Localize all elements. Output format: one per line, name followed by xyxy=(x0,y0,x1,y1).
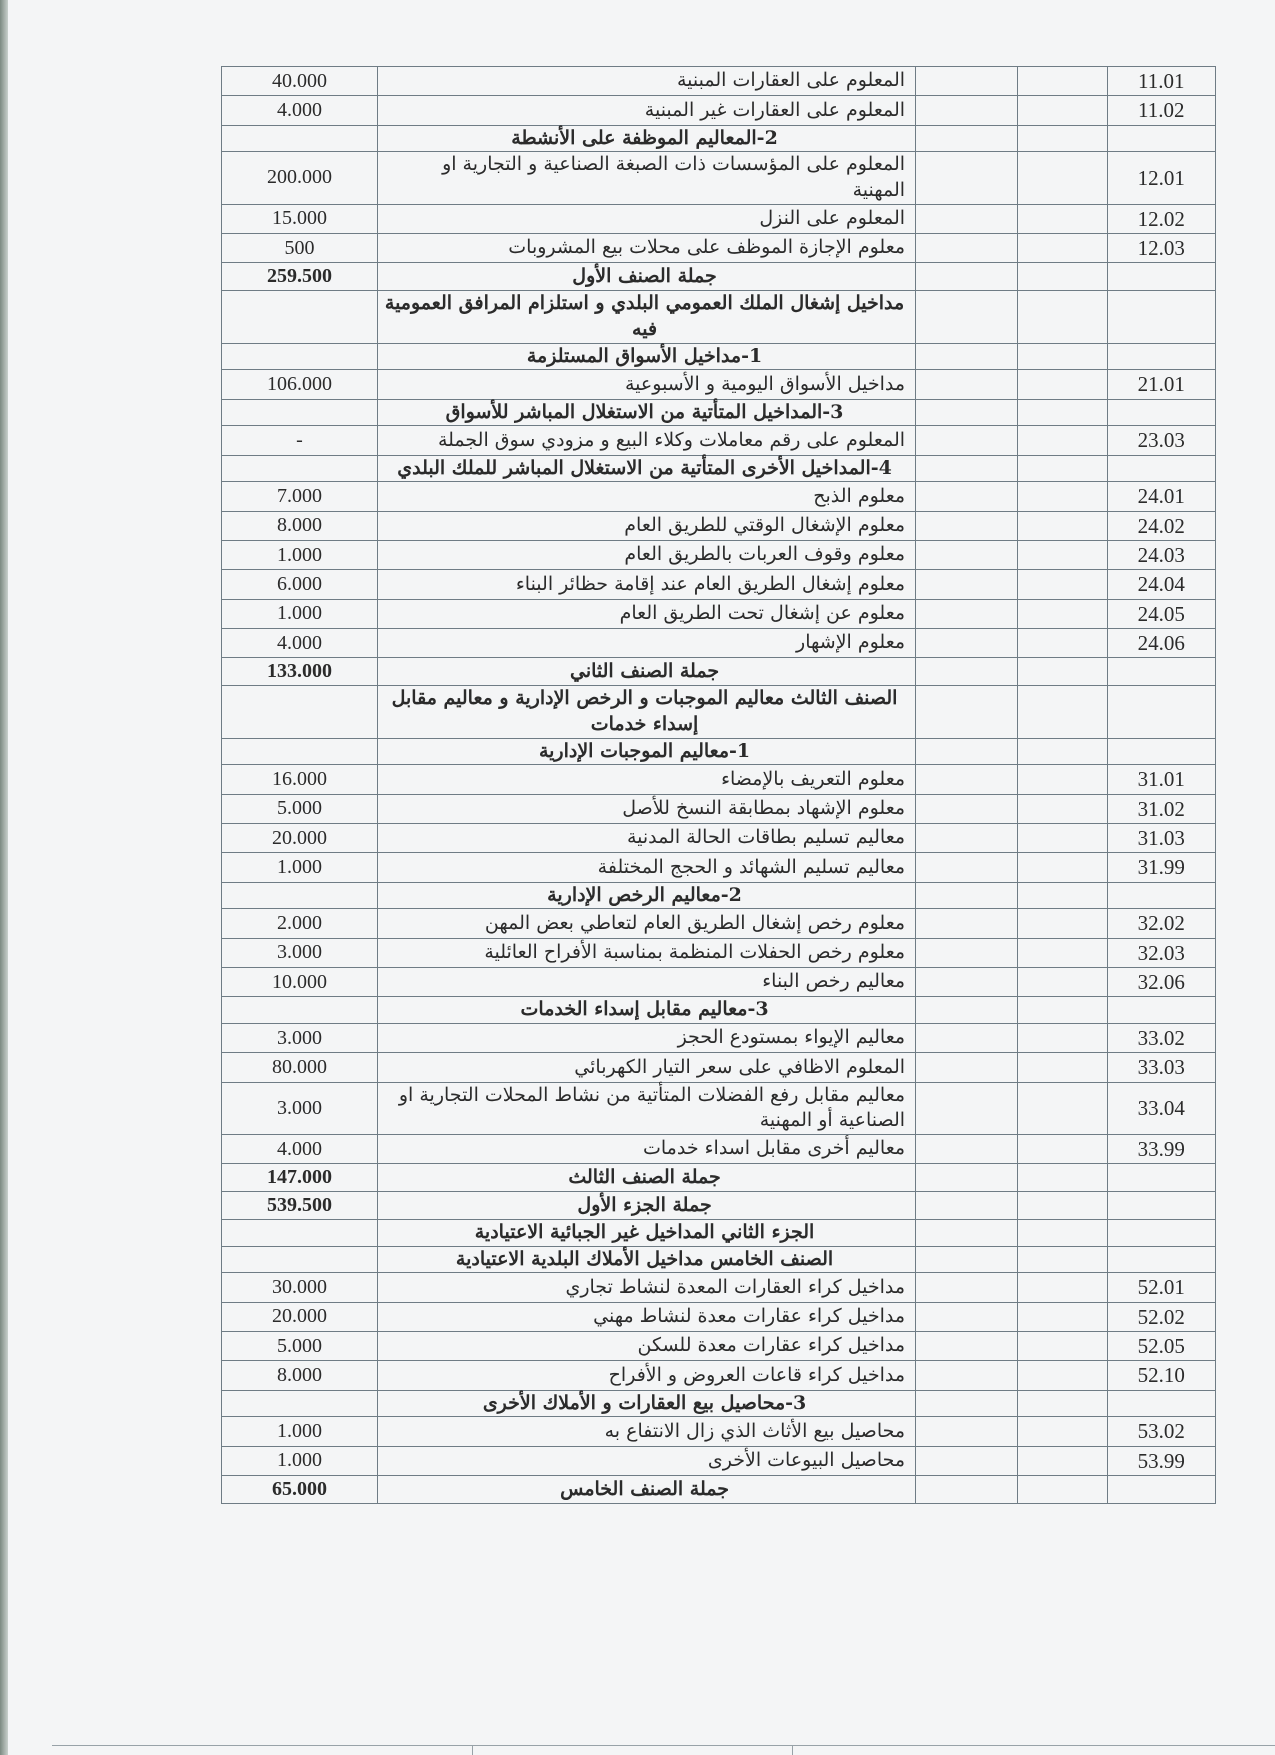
amount-cell: 65.000 xyxy=(222,1476,378,1504)
budget-table-body xyxy=(222,67,1216,1504)
label-cell: محاصيل بيع الأثاث الذي زال الانتفاع به xyxy=(378,1417,916,1446)
empty-cell xyxy=(1018,628,1107,657)
empty-cell xyxy=(916,658,1018,686)
code-cell xyxy=(1107,125,1215,152)
label-cell: محاصيل البيوعات الأخرى xyxy=(378,1446,916,1475)
table-heading-row xyxy=(222,291,1216,343)
label-cell: جملة الصنف الثاني xyxy=(378,658,916,686)
code-cell: 31.02 xyxy=(1107,794,1215,823)
table-row xyxy=(222,938,1216,967)
amount-cell: 40.000 xyxy=(222,67,378,96)
table-row xyxy=(222,794,1216,823)
empty-cell xyxy=(916,1302,1018,1331)
amount-cell xyxy=(222,882,378,909)
empty-cell xyxy=(1018,152,1107,204)
empty-cell xyxy=(1018,1192,1107,1220)
code-cell: 24.02 xyxy=(1107,511,1215,540)
empty-cell xyxy=(1018,399,1107,426)
amount-cell: 1.000 xyxy=(222,853,378,882)
amount-cell: 200.000 xyxy=(222,152,378,204)
empty-cell xyxy=(1018,1164,1107,1192)
empty-cell xyxy=(1018,823,1107,852)
table-row xyxy=(222,482,1216,511)
empty-cell xyxy=(916,882,1018,909)
code-cell xyxy=(1107,455,1215,482)
empty-cell xyxy=(916,125,1018,152)
table-row xyxy=(222,1023,1216,1052)
empty-cell xyxy=(916,96,1018,125)
empty-cell xyxy=(1018,686,1107,738)
empty-cell xyxy=(1018,263,1107,291)
amount-cell: 2.000 xyxy=(222,909,378,938)
label-cell: 1-معاليم الموجبات الإدارية xyxy=(378,738,916,765)
amount-cell xyxy=(222,1390,378,1417)
amount-cell: - xyxy=(222,426,378,455)
label-cell: مداخيل الأسواق اليومية و الأسبوعية xyxy=(378,370,916,399)
empty-cell xyxy=(916,1053,1018,1082)
table-heading-row xyxy=(222,1192,1216,1220)
empty-cell xyxy=(916,1446,1018,1475)
next-page-divider xyxy=(792,1745,793,1755)
code-cell: 12.01 xyxy=(1107,152,1215,204)
code-cell: 33.02 xyxy=(1107,1023,1215,1052)
empty-cell xyxy=(916,1220,1018,1247)
code-cell xyxy=(1107,1220,1215,1247)
table-row xyxy=(222,1446,1216,1475)
code-cell: 33.99 xyxy=(1107,1134,1215,1163)
code-cell xyxy=(1107,1246,1215,1273)
code-cell: 23.03 xyxy=(1107,426,1215,455)
amount-cell: 80.000 xyxy=(222,1053,378,1082)
label-cell: معلوم التعريف بالإمضاء xyxy=(378,765,916,794)
table-heading-row xyxy=(222,658,1216,686)
table-row xyxy=(222,853,1216,882)
label-cell: المعلوم على العقارات المبنية xyxy=(378,67,916,96)
empty-cell xyxy=(1018,1273,1107,1302)
empty-cell xyxy=(916,1023,1018,1052)
amount-cell: 16.000 xyxy=(222,765,378,794)
label-cell: جملة الصنف الثالث xyxy=(378,1164,916,1192)
amount-cell: 539.500 xyxy=(222,1192,378,1220)
label-cell: معاليم تسليم بطاقات الحالة المدنية xyxy=(378,823,916,852)
empty-cell xyxy=(916,938,1018,967)
table-row xyxy=(222,765,1216,794)
code-cell: 31.03 xyxy=(1107,823,1215,852)
empty-cell xyxy=(916,628,1018,657)
label-cell: معلوم الإشغال الوقتي للطريق العام xyxy=(378,511,916,540)
scan-edge-shadow xyxy=(0,0,8,1755)
empty-cell xyxy=(1018,1246,1107,1273)
empty-cell xyxy=(916,738,1018,765)
label-cell: مداخيل كراء قاعات العروض و الأفراح xyxy=(378,1361,916,1390)
amount-cell: 20.000 xyxy=(222,1302,378,1331)
code-cell xyxy=(1107,1390,1215,1417)
label-cell: 3-المداخيل المتأتية من الاستغلال المباشر للأسواق xyxy=(378,399,916,426)
amount-cell: 7.000 xyxy=(222,482,378,511)
code-cell: 12.03 xyxy=(1107,233,1215,262)
code-cell xyxy=(1107,658,1215,686)
label-cell: 3-معاليم مقابل إسداء الخدمات xyxy=(378,997,916,1024)
amount-cell xyxy=(222,738,378,765)
label-cell: مداخيل كراء عقارات معدة للسكن xyxy=(378,1332,916,1361)
empty-cell xyxy=(916,967,1018,996)
empty-cell xyxy=(1018,882,1107,909)
empty-cell xyxy=(1018,233,1107,262)
empty-cell xyxy=(1018,765,1107,794)
label-cell: مداخيل إشغال الملك العمومي البلدي و استلزام المرافق العمومية فيه xyxy=(378,291,916,343)
empty-cell xyxy=(1018,1053,1107,1082)
empty-cell xyxy=(916,399,1018,426)
code-cell: 33.04 xyxy=(1107,1082,1215,1134)
table-heading-row xyxy=(222,399,1216,426)
label-cell: 1-مداخيل الأسواق المستلزمة xyxy=(378,343,916,370)
table-heading-row xyxy=(222,738,1216,765)
empty-cell xyxy=(916,1476,1018,1504)
empty-cell xyxy=(916,1390,1018,1417)
label-cell: معلوم وقوف العربات بالطريق العام xyxy=(378,540,916,569)
amount-cell: 6.000 xyxy=(222,570,378,599)
empty-cell xyxy=(1018,540,1107,569)
label-cell: المعلوم على العقارات غير المبنية xyxy=(378,96,916,125)
empty-cell xyxy=(1018,1446,1107,1475)
label-cell: معاليم رخص البناء xyxy=(378,967,916,996)
empty-cell xyxy=(916,765,1018,794)
amount-cell: 500 xyxy=(222,233,378,262)
code-cell xyxy=(1107,399,1215,426)
code-cell xyxy=(1107,882,1215,909)
amount-cell: 1.000 xyxy=(222,540,378,569)
empty-cell xyxy=(916,909,1018,938)
table-heading-row xyxy=(222,455,1216,482)
table-row xyxy=(222,1053,1216,1082)
label-cell: معاليم تسليم الشهائد و الحجج المختلفة xyxy=(378,853,916,882)
code-cell: 12.02 xyxy=(1107,204,1215,233)
table-row xyxy=(222,511,1216,540)
table-row xyxy=(222,370,1216,399)
empty-cell xyxy=(1018,455,1107,482)
label-cell: المعلوم على المؤسسات ذات الصبغة الصناعية و التجارية او المهنية xyxy=(378,152,916,204)
code-cell: 53.02 xyxy=(1107,1417,1215,1446)
empty-cell xyxy=(916,997,1018,1024)
amount-cell: 8.000 xyxy=(222,1361,378,1390)
label-cell: جملة الجزء الأول xyxy=(378,1192,916,1220)
amount-cell: 3.000 xyxy=(222,1023,378,1052)
amount-cell: 20.000 xyxy=(222,823,378,852)
table-row xyxy=(222,1134,1216,1163)
empty-cell xyxy=(1018,599,1107,628)
empty-cell xyxy=(1018,1302,1107,1331)
code-cell: 32.06 xyxy=(1107,967,1215,996)
empty-cell xyxy=(1018,1361,1107,1390)
code-cell: 33.03 xyxy=(1107,1053,1215,1082)
amount-cell: 1.000 xyxy=(222,1446,378,1475)
empty-cell xyxy=(916,233,1018,262)
amount-cell xyxy=(222,1246,378,1273)
label-cell: 2-معاليم الرخص الإدارية xyxy=(378,882,916,909)
table-row xyxy=(222,204,1216,233)
empty-cell xyxy=(1018,1390,1107,1417)
code-cell: 32.03 xyxy=(1107,938,1215,967)
table-row xyxy=(222,426,1216,455)
code-cell: 31.99 xyxy=(1107,853,1215,882)
empty-cell xyxy=(916,1361,1018,1390)
code-cell xyxy=(1107,738,1215,765)
code-cell xyxy=(1107,343,1215,370)
code-cell: 53.99 xyxy=(1107,1446,1215,1475)
empty-cell xyxy=(1018,426,1107,455)
table-heading-row xyxy=(222,343,1216,370)
table-row xyxy=(222,967,1216,996)
amount-cell xyxy=(222,686,378,738)
amount-cell: 5.000 xyxy=(222,794,378,823)
code-cell xyxy=(1107,1476,1215,1504)
table-row xyxy=(222,152,1216,204)
empty-cell xyxy=(916,370,1018,399)
amount-cell: 1.000 xyxy=(222,599,378,628)
label-cell: جملة الصنف الخامس xyxy=(378,1476,916,1504)
label-cell: الصنف الثالث معاليم الموجبات و الرخص الإدارية و معاليم مقابل إسداء خدمات xyxy=(378,686,916,738)
code-cell xyxy=(1107,686,1215,738)
table-heading-row xyxy=(222,1220,1216,1247)
label-cell: معلوم الإشهار xyxy=(378,628,916,657)
empty-cell xyxy=(916,686,1018,738)
amount-cell xyxy=(222,455,378,482)
label-cell: المعلوم على رقم معاملات وكلاء البيع و مزودي سوق الجملة xyxy=(378,426,916,455)
code-cell: 11.02 xyxy=(1107,96,1215,125)
empty-cell xyxy=(916,1417,1018,1446)
label-cell: معاليم أخرى مقابل اسداء خدمات xyxy=(378,1134,916,1163)
label-cell: جملة الصنف الأول xyxy=(378,263,916,291)
label-cell: المعلوم على النزل xyxy=(378,204,916,233)
empty-cell xyxy=(916,1192,1018,1220)
empty-cell xyxy=(1018,1082,1107,1134)
empty-cell xyxy=(1018,938,1107,967)
table-row xyxy=(222,1361,1216,1390)
label-cell: 4-المداخيل الأخرى المتأتية من الاستغلال المباشر للملك البلدي xyxy=(378,455,916,482)
code-cell: 24.03 xyxy=(1107,540,1215,569)
empty-cell xyxy=(1018,482,1107,511)
empty-cell xyxy=(916,823,1018,852)
amount-cell: 4.000 xyxy=(222,628,378,657)
table-row xyxy=(222,1273,1216,1302)
amount-cell: 3.000 xyxy=(222,938,378,967)
empty-cell xyxy=(1018,909,1107,938)
amount-cell: 259.500 xyxy=(222,263,378,291)
empty-cell xyxy=(916,853,1018,882)
empty-cell xyxy=(916,152,1018,204)
empty-cell xyxy=(916,1164,1018,1192)
empty-cell xyxy=(1018,291,1107,343)
label-cell: مداخيل كراء عقارات معدة لنشاط مهني xyxy=(378,1302,916,1331)
empty-cell xyxy=(1018,658,1107,686)
label-cell: المعلوم الاظافي على سعر التيار الكهربائي xyxy=(378,1053,916,1082)
amount-cell: 147.000 xyxy=(222,1164,378,1192)
code-cell xyxy=(1107,997,1215,1024)
label-cell: معاليم الإيواء بمستودع الحجز xyxy=(378,1023,916,1052)
amount-cell: 3.000 xyxy=(222,1082,378,1134)
table-row xyxy=(222,823,1216,852)
code-cell: 52.02 xyxy=(1107,1302,1215,1331)
amount-cell: 5.000 xyxy=(222,1332,378,1361)
code-cell xyxy=(1107,291,1215,343)
next-page-edge-line xyxy=(52,1745,1275,1746)
code-cell: 24.01 xyxy=(1107,482,1215,511)
empty-cell xyxy=(916,426,1018,455)
code-cell: 52.05 xyxy=(1107,1332,1215,1361)
empty-cell xyxy=(1018,1476,1107,1504)
label-cell: معلوم الإجازة الموظف على محلات بيع المشروبات xyxy=(378,233,916,262)
empty-cell xyxy=(916,482,1018,511)
label-cell: 2-المعاليم الموظفة على الأنشطة xyxy=(378,125,916,152)
empty-cell xyxy=(1018,997,1107,1024)
empty-cell xyxy=(916,263,1018,291)
empty-cell xyxy=(916,1082,1018,1134)
table-row xyxy=(222,96,1216,125)
table-row xyxy=(222,570,1216,599)
code-cell: 11.01 xyxy=(1107,67,1215,96)
empty-cell xyxy=(1018,370,1107,399)
empty-cell xyxy=(916,1246,1018,1273)
amount-cell: 10.000 xyxy=(222,967,378,996)
empty-cell xyxy=(1018,1220,1107,1247)
table-heading-row xyxy=(222,1476,1216,1504)
amount-cell: 8.000 xyxy=(222,511,378,540)
label-cell: معلوم عن إشغال تحت الطريق العام xyxy=(378,599,916,628)
label-cell: معلوم الذبح xyxy=(378,482,916,511)
empty-cell xyxy=(916,794,1018,823)
empty-cell xyxy=(1018,738,1107,765)
label-cell: مداخيل كراء العقارات المعدة لنشاط تجاري xyxy=(378,1273,916,1302)
amount-cell xyxy=(222,125,378,152)
amount-cell: 106.000 xyxy=(222,370,378,399)
amount-cell xyxy=(222,1220,378,1247)
empty-cell xyxy=(916,511,1018,540)
amount-cell: 4.000 xyxy=(222,96,378,125)
amount-cell: 30.000 xyxy=(222,1273,378,1302)
code-cell: 52.10 xyxy=(1107,1361,1215,1390)
code-cell: 24.06 xyxy=(1107,628,1215,657)
label-cell: معلوم إشغال الطريق العام عند إقامة حظائر البناء xyxy=(378,570,916,599)
empty-cell xyxy=(1018,1332,1107,1361)
empty-cell xyxy=(1018,67,1107,96)
table-row xyxy=(222,599,1216,628)
table-row xyxy=(222,540,1216,569)
label-cell: الجزء الثاني المداخيل غير الجبائية الاعتيادية xyxy=(378,1220,916,1247)
amount-cell: 4.000 xyxy=(222,1134,378,1163)
table-row xyxy=(222,1417,1216,1446)
table-row xyxy=(222,909,1216,938)
code-cell xyxy=(1107,1192,1215,1220)
amount-cell: 133.000 xyxy=(222,658,378,686)
empty-cell xyxy=(1018,967,1107,996)
empty-cell xyxy=(1018,1417,1107,1446)
empty-cell xyxy=(916,204,1018,233)
empty-cell xyxy=(916,570,1018,599)
label-cell: معلوم رخص إشغال الطريق العام لتعاطي بعض المهن xyxy=(378,909,916,938)
empty-cell xyxy=(1018,204,1107,233)
table-heading-row xyxy=(222,686,1216,738)
next-page-divider xyxy=(472,1745,473,1755)
table-row xyxy=(222,233,1216,262)
amount-cell xyxy=(222,291,378,343)
table-heading-row xyxy=(222,882,1216,909)
amount-cell: 15.000 xyxy=(222,204,378,233)
empty-cell xyxy=(916,1134,1018,1163)
empty-cell xyxy=(916,455,1018,482)
code-cell: 24.04 xyxy=(1107,570,1215,599)
table-heading-row xyxy=(222,1164,1216,1192)
code-cell: 52.01 xyxy=(1107,1273,1215,1302)
empty-cell xyxy=(1018,1023,1107,1052)
empty-cell xyxy=(1018,511,1107,540)
empty-cell xyxy=(1018,853,1107,882)
table-row xyxy=(222,1082,1216,1134)
code-cell xyxy=(1107,263,1215,291)
table-row xyxy=(222,67,1216,96)
label-cell: 3-محاصيل بيع العقارات و الأملاك الأخرى xyxy=(378,1390,916,1417)
empty-cell xyxy=(1018,125,1107,152)
budget-revenue-table xyxy=(221,66,1216,1504)
table-heading-row xyxy=(222,1246,1216,1273)
amount-cell xyxy=(222,343,378,370)
label-cell: معاليم مقابل رفع الفضلات المتأتية من نشاط المحلات التجارية او الصناعية أو المهنية xyxy=(378,1082,916,1134)
empty-cell xyxy=(1018,794,1107,823)
code-cell: 21.01 xyxy=(1107,370,1215,399)
table-row xyxy=(222,1302,1216,1331)
code-cell: 32.02 xyxy=(1107,909,1215,938)
code-cell: 24.05 xyxy=(1107,599,1215,628)
empty-cell xyxy=(1018,1134,1107,1163)
empty-cell xyxy=(1018,570,1107,599)
code-cell: 31.01 xyxy=(1107,765,1215,794)
empty-cell xyxy=(916,291,1018,343)
table-heading-row xyxy=(222,997,1216,1024)
table-row xyxy=(222,628,1216,657)
empty-cell xyxy=(916,599,1018,628)
empty-cell xyxy=(916,343,1018,370)
label-cell: معلوم الإشهاد بمطابقة النسخ للأصل xyxy=(378,794,916,823)
table-heading-row xyxy=(222,125,1216,152)
empty-cell xyxy=(916,1273,1018,1302)
empty-cell xyxy=(916,540,1018,569)
table-heading-row xyxy=(222,263,1216,291)
amount-cell xyxy=(222,997,378,1024)
empty-cell xyxy=(916,67,1018,96)
label-cell: الصنف الخامس مداخيل الأملاك البلدية الاعتيادية xyxy=(378,1246,916,1273)
label-cell: معلوم رخص الحفلات المنظمة بمناسبة الأفراح العائلية xyxy=(378,938,916,967)
empty-cell xyxy=(1018,343,1107,370)
empty-cell xyxy=(916,1332,1018,1361)
amount-cell xyxy=(222,399,378,426)
table-heading-row xyxy=(222,1390,1216,1417)
amount-cell: 1.000 xyxy=(222,1417,378,1446)
code-cell xyxy=(1107,1164,1215,1192)
table-row xyxy=(222,1332,1216,1361)
empty-cell xyxy=(1018,96,1107,125)
